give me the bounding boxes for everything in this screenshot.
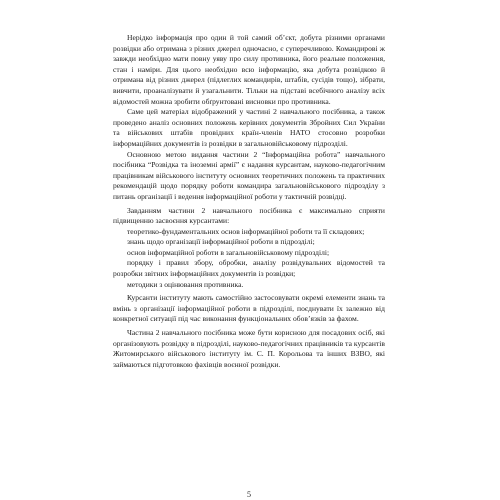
list-item: теоретико-фундаментальних основ інформаційної роботи та її складових; <box>127 226 365 236</box>
document-page <box>113 33 385 499</box>
list-item: порядку і правил збору, обробки, аналізу розвідувальних відомостей та розробки звітних інформаційних документів із розвідки; <box>113 258 385 279</box>
paragraph-tasks: Завданням частини 2 навчального посібника є максимально сприяти підвищенню засвоєння курсантами: <box>113 205 385 226</box>
list-item: основ інформаційної роботи в загальновійськовому підрозділі; <box>127 247 330 257</box>
list-item: методики з оцінювання противника. <box>127 279 244 289</box>
page-number: 5 <box>247 490 251 499</box>
paragraph-cadets: Курсанти інституту мають самостійно застосовувати окремі елементи знань та вмінь з організації інформаційної роботи в підрозділі, поєднувати їх залежно від конкретної ситуації під час виконання функціональних обов’язків за фахом. <box>113 293 385 324</box>
list-item: знань щодо організації інформаційної роботи в підрозділі; <box>127 237 315 247</box>
paragraph-intro: Нерідко інформація про один й той самий об’єкт, добута різними органами розвідки або отримана з різних джерел одночасно, є суперечливою. Командирові ж завжди необхідно мати повну уяву про силу противника, його реальне положення, стан і наміри. Для цього необхідно всю інформацію, яка добута розвідкою й отримана від різних джерел (підлеглих командирів, штабів, сусідів тощо), зібрати, вивчити, проаналізувати й узагальнити. Тільки на підставі всебічного аналізу всіх відомостей можна зробити обґрунтовані висновки про противника. <box>113 33 385 106</box>
paragraph-material: Саме цей матеріал відображений у частині 2 навчального посібника, а також проведено аналіз основних положень керівних документів Збройних Сил України та військових штабів провідних країн-членів НАТО стосовно розробки інформаційних документів із розвідки в загальновійськовому підрозділі. <box>113 107 385 148</box>
paragraph-purpose: Основною метою видання частини 2 “Інформаційна робота” навчального посібника “Розвідка та іноземні армії” є надання курсантам, науково-педагогічним працівникам військового інституту основних теоретичних положень та практичних рекомендацій щодо порядку роботи командира загальновійськового підрозділу з питань організації і ведення інформаційної роботи у тактичній розвідці. <box>113 149 385 201</box>
tasks-list <box>113 227 385 291</box>
paragraph-audience: Частина 2 навчального посібника може бути корисною для посадових осіб, які організовують розвідку в підрозділі, науково-педагогічних працівників та курсантів Житомирського військового інституту ім. С. П. Корольова та інших ВЗВО, які займаються підготовкою фахівців воєнної розвідки. <box>113 328 385 369</box>
